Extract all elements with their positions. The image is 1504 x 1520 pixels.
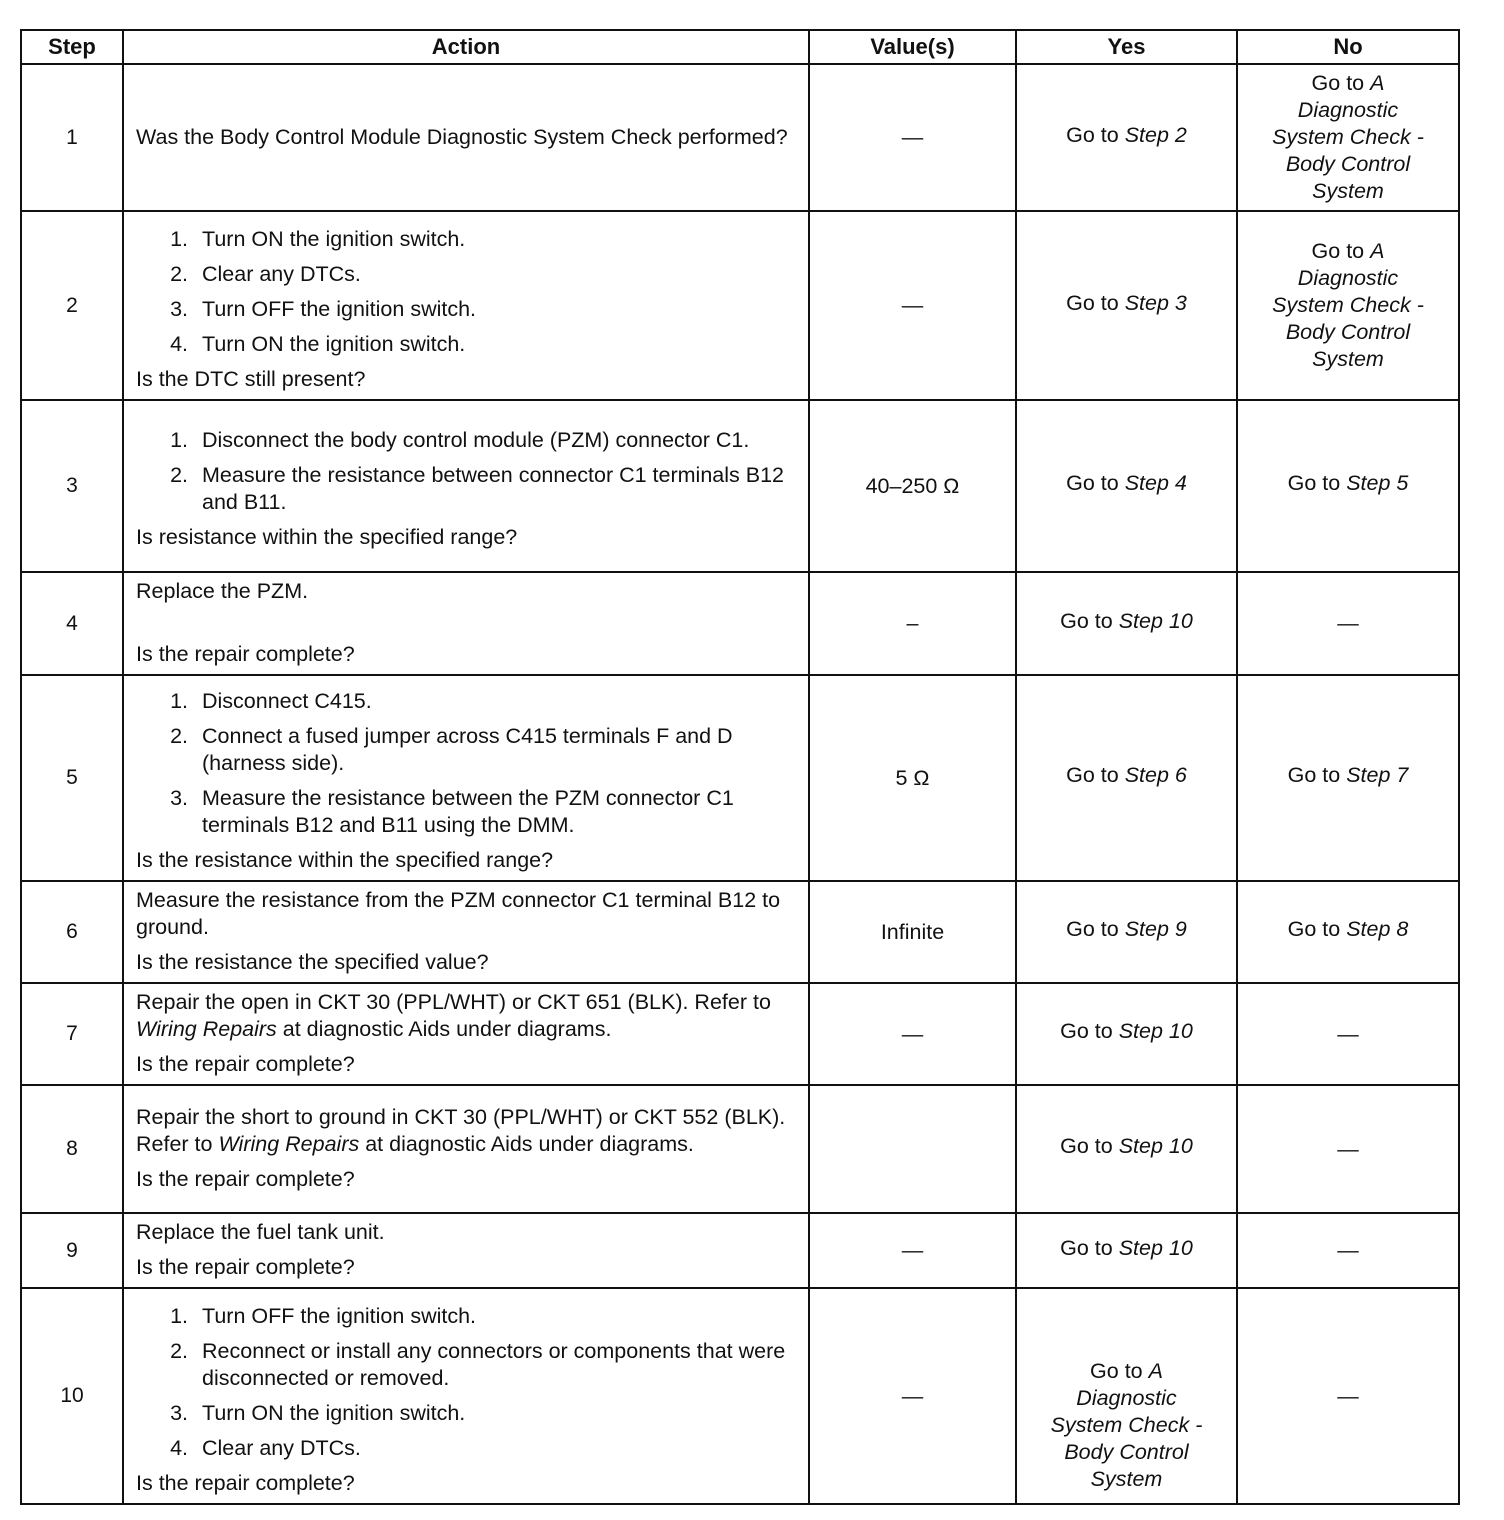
- action-question: Is the DTC still present?: [136, 367, 366, 391]
- action-question: Is resistance within the specified range?: [136, 525, 518, 549]
- value-cell: —: [809, 983, 1016, 1085]
- step-number: 6: [21, 881, 123, 983]
- no-line: System Check -: [1272, 125, 1424, 149]
- yes-step-link: Step 10: [1118, 1235, 1193, 1260]
- table-row: [21, 400, 1459, 572]
- action-text: Replace the PZM.: [136, 579, 309, 603]
- yes-prefix: Go to: [1060, 1235, 1119, 1260]
- yes-step-link: Step 9: [1124, 917, 1187, 941]
- table-row: [21, 64, 1459, 211]
- no-line: System: [1312, 347, 1384, 371]
- yes-step-link: Step 2: [1124, 122, 1187, 147]
- no-prefix: Go to: [1287, 917, 1347, 941]
- yes-cell: [1016, 1288, 1237, 1504]
- action-question: Is the repair complete?: [136, 642, 355, 666]
- action-cell: [123, 983, 809, 1085]
- header-action: Action: [123, 30, 809, 64]
- no-cell: [1237, 675, 1459, 881]
- yes-step-link: Step 10: [1118, 1019, 1193, 1043]
- value-cell: —: [809, 1213, 1016, 1288]
- no-cell: —: [1237, 572, 1459, 675]
- diagnostic-table: [20, 29, 1460, 1505]
- action-cell: [123, 881, 809, 983]
- no-line: Body Control: [1285, 320, 1411, 344]
- no-line: System Check -: [1272, 293, 1424, 317]
- action-step: 3. Turn ON the ignition switch.: [194, 1400, 798, 1427]
- action-question: Is the repair complete?: [136, 1167, 355, 1191]
- action-text-part: Repair the open in CKT 30 (PPL/WHT) or CKT 651 (BLK). Refer to: [136, 990, 771, 1014]
- yes-line: System: [1090, 1467, 1163, 1491]
- yes-prefix: Go to: [1066, 290, 1125, 315]
- header-no: No: [1237, 30, 1459, 64]
- step-number: 7: [21, 983, 123, 1085]
- yes-prefix: Go to: [1066, 122, 1125, 147]
- yes-cell: [1016, 64, 1237, 211]
- table-row: [21, 675, 1459, 881]
- no-cell: —: [1237, 983, 1459, 1085]
- value-cell: 40–250 Ω: [809, 400, 1016, 572]
- no-cell: [1237, 400, 1459, 572]
- yes-prefix: Go to: [1066, 763, 1125, 787]
- no-prefix: Go to: [1287, 471, 1347, 495]
- action-cell: [123, 1085, 809, 1213]
- no-line: Go to A: [1311, 239, 1385, 263]
- no-line: Diagnostic: [1297, 98, 1399, 122]
- action-steps: [136, 688, 798, 839]
- yes-cell: [1016, 572, 1237, 675]
- table-row: [21, 1288, 1459, 1504]
- header-values: Value(s): [809, 30, 1016, 64]
- action-text-part: at diagnostic Aids under diagrams.: [359, 1132, 694, 1156]
- no-cell: [1237, 211, 1459, 400]
- no-line: System: [1312, 179, 1384, 203]
- step-number: 4: [21, 572, 123, 675]
- yes-prefix: Go to: [1066, 917, 1125, 941]
- action-step: 2. Reconnect or install any connectors or components that were disconnected or removed.: [194, 1338, 798, 1392]
- no-step-link: Step 8: [1346, 917, 1409, 941]
- action-text: [136, 989, 798, 1043]
- yes-step-link: Step 10: [1118, 608, 1193, 633]
- action-cell: [123, 1213, 809, 1288]
- yes-cell: [1016, 400, 1237, 572]
- yes-step-link: Step 6: [1124, 763, 1187, 787]
- yes-cell: [1016, 1085, 1237, 1213]
- no-cell: [1237, 881, 1459, 983]
- table-row: [21, 983, 1459, 1085]
- value-cell: 5 Ω: [809, 675, 1016, 881]
- yes-cell: [1016, 1213, 1237, 1288]
- step-number: 9: [21, 1213, 123, 1288]
- step-number: 8: [21, 1085, 123, 1213]
- no-line: Go to A: [1311, 71, 1385, 95]
- yes-step-link: Step 4: [1124, 471, 1187, 495]
- action-cell: [123, 211, 809, 400]
- no-cell: —: [1237, 1085, 1459, 1213]
- action-cell: [123, 1288, 809, 1504]
- yes-prefix: Go to: [1060, 1134, 1119, 1158]
- action-question: Is the resistance the specified value?: [136, 950, 489, 974]
- diagnostic-check-link: A: [1370, 239, 1385, 263]
- header-step: Step: [21, 30, 123, 64]
- action-text-part: at diagnostic Aids under diagrams.: [276, 1017, 612, 1041]
- yes-prefix: Go to: [1060, 608, 1119, 633]
- diagnostic-check-link: A: [1148, 1359, 1163, 1383]
- value-cell: [809, 1085, 1016, 1213]
- yes-line: Go to A: [1090, 1359, 1163, 1383]
- yes-cell: [1016, 675, 1237, 881]
- table-row: [21, 211, 1459, 400]
- yes-line: Diagnostic: [1076, 1386, 1177, 1410]
- step-number: 3: [21, 400, 123, 572]
- action-text: [136, 1104, 798, 1158]
- no-step-link: Step 7: [1346, 763, 1409, 787]
- action-question: Is the repair complete?: [136, 1255, 355, 1279]
- yes-cell: [1016, 211, 1237, 400]
- step-number: 10: [21, 1288, 123, 1504]
- action-cell: [123, 64, 809, 211]
- no-prefix: Go to: [1287, 763, 1347, 787]
- wiring-repairs-reference: Wiring Repairs: [136, 1017, 277, 1041]
- action-cell: [123, 675, 809, 881]
- yes-cell: [1016, 881, 1237, 983]
- action-step: 4. Turn ON the ignition switch.: [194, 331, 798, 358]
- action-text: Measure the resistance from the PZM connector C1 terminal B12 to ground.: [136, 888, 781, 939]
- action-text: Was the Body Control Module Diagnostic System Check performed?: [136, 124, 788, 149]
- value-cell: —: [809, 1288, 1016, 1504]
- action-question: Is the resistance within the specified range?: [136, 848, 554, 872]
- action-step: 1. Turn ON the ignition switch.: [194, 226, 798, 253]
- action-step: 2. Connect a fused jumper across C415 terminals F and D (harness side).: [194, 723, 798, 777]
- action-cell: [123, 572, 809, 675]
- action-cell: [123, 400, 809, 572]
- header-yes: Yes: [1016, 30, 1237, 64]
- action-steps: [136, 1303, 798, 1462]
- action-step: 3. Measure the resistance between the PZM connector C1 terminals B12 and B11 using the DMM.: [194, 785, 798, 839]
- action-question: Is the repair complete?: [136, 1052, 355, 1076]
- action-step: 1. Turn OFF the ignition switch.: [194, 1303, 798, 1330]
- table-row: [21, 572, 1459, 675]
- yes-line: Body Control: [1064, 1440, 1189, 1464]
- action-steps: [136, 226, 798, 358]
- action-step: 2. Clear any DTCs.: [194, 261, 798, 288]
- no-line: Body Control: [1285, 152, 1411, 176]
- action-question: Is the repair complete?: [136, 1471, 355, 1495]
- wiring-repairs-reference: Wiring Repairs: [218, 1132, 360, 1156]
- no-cell: —: [1237, 1213, 1459, 1288]
- action-step: 2. Measure the resistance between connector C1 terminals B12 and B11.: [194, 462, 798, 516]
- action-step: 1. Disconnect C415.: [194, 688, 798, 715]
- no-cell: [1237, 64, 1459, 211]
- yes-step-link: Step 10: [1118, 1134, 1193, 1158]
- value-cell: Infinite: [809, 881, 1016, 983]
- action-text: Replace the fuel tank unit.: [136, 1220, 385, 1244]
- diagnostic-check-link: A: [1370, 71, 1385, 95]
- no-cell: —: [1237, 1288, 1459, 1504]
- table-row: [21, 1213, 1459, 1288]
- yes-cell: [1016, 983, 1237, 1085]
- yes-prefix: Go to: [1060, 1019, 1119, 1043]
- step-number: 2: [21, 211, 123, 400]
- header-row: [21, 30, 1459, 64]
- no-line: Diagnostic: [1297, 266, 1399, 290]
- no-step-link: Step 5: [1346, 471, 1409, 495]
- value-cell: –: [809, 572, 1016, 675]
- step-number: 1: [21, 64, 123, 211]
- action-step: 3. Turn OFF the ignition switch.: [194, 296, 798, 323]
- action-steps: [136, 427, 798, 516]
- yes-line: System Check -: [1050, 1413, 1203, 1437]
- yes-step-link: Step 3: [1124, 290, 1187, 315]
- value-cell: —: [809, 211, 1016, 400]
- table-row: [21, 1085, 1459, 1213]
- table-row: [21, 881, 1459, 983]
- action-text-part: Repair the short to ground in CKT 30 (PPL/WHT) or CKT 552 (BLK). Refer to: [136, 1105, 786, 1156]
- value-cell: —: [809, 64, 1016, 211]
- action-step: 1. Disconnect the body control module (PZM) connector C1.: [194, 427, 798, 454]
- step-number: 5: [21, 675, 123, 881]
- yes-prefix: Go to: [1066, 471, 1125, 495]
- action-step: 4. Clear any DTCs.: [194, 1435, 798, 1462]
